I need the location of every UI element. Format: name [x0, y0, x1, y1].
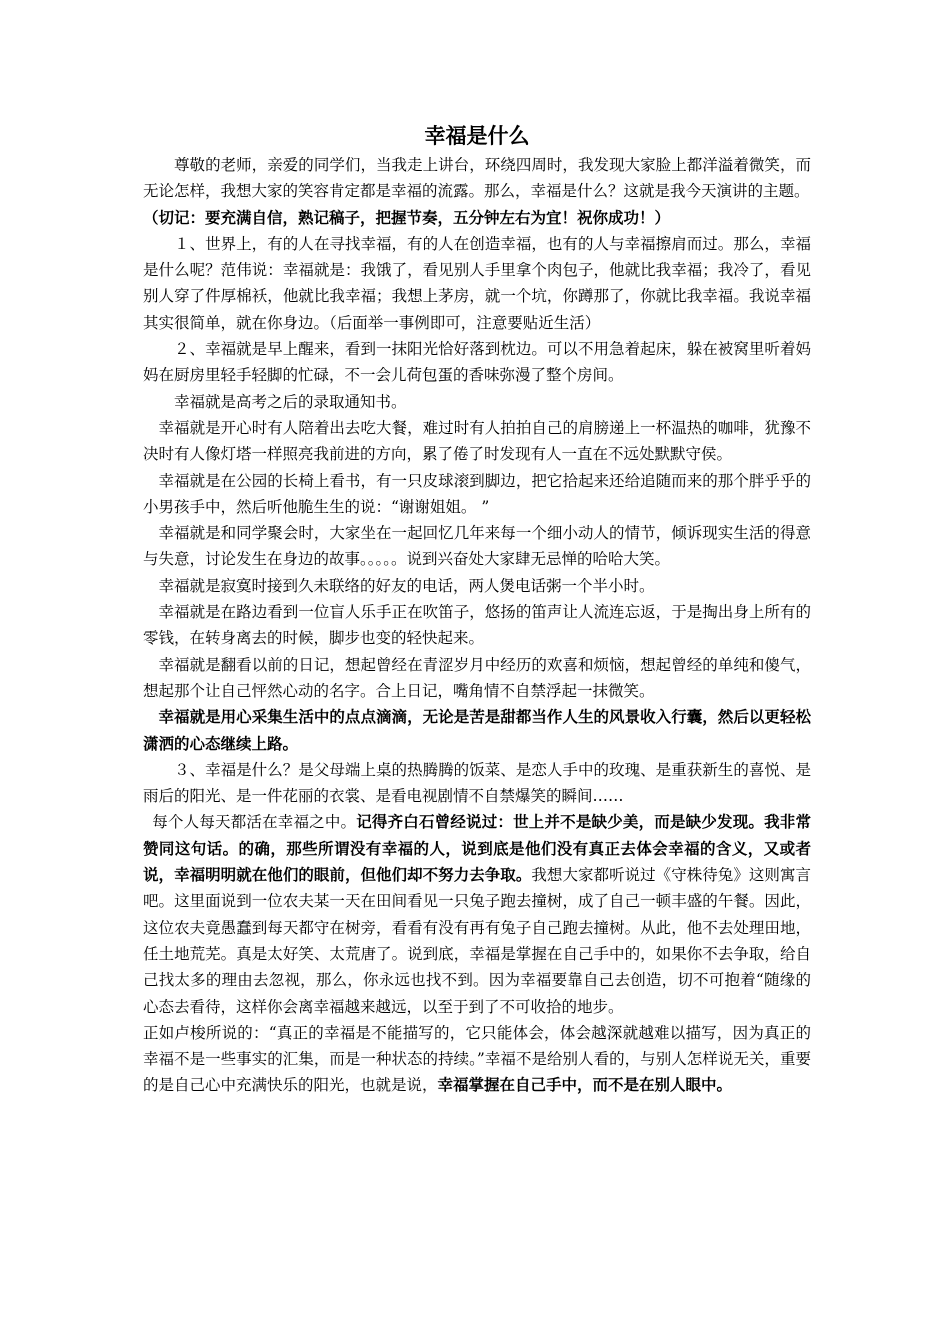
document-title: 幸福是什么 [424, 124, 530, 148]
document-page [143, 120, 811, 1099]
paragraph-9: 幸福就是翻看以前的日记，想起曾经在青涩岁月中经历的欢喜和烦恼，想起曾经的单纯和傻气，想起那个让自己怦然心动的名字。合上日记，嘴角情不自禁浮起一抹微笑。 [143, 655, 811, 700]
paragraph-1: １、世界上，有的人在寻找幸福，有的人在创造幸福，也有的人与幸福擦肩而过。那么，幸福是什么呢？范伟说：幸福就是：我饿了，看见别人手里拿个肉包子，他就比我幸福；我冷了，看见别人穿了件厚棉袄，他就比我幸福；我想上茅房，就一个坑，你蹲那了，你就比我幸福。我说幸福其实很简单，就在你身边。（后面举一事例即可，注意要贴近生活） [143, 234, 811, 332]
paragraph-12-end: 我想大家都听说过《守株待兔》这则寓言吧。这里面说到一位农夫某一天在田间看见一只兔子跑去撞树，成了自己一顿丰盛的午餐。因此，这位农夫竟愚蠢到每天都守在树旁，看看有没有再有兔子自己跑去撞树。从此，他不去处理田地，任土地荒芜。真是太好笑、太荒唐了。说到底，幸福是掌握在自己手中的，如果你不去争取，给自己找太多的理由去忽视，那么，你永远也找不到。因为幸福要靠自己去创造，切不可抱着“随缘的心态去看待，这样你会离幸福越来越远，以至于到了不可收拾的地步。 [143, 866, 811, 1016]
paragraph-2: ２、幸福就是早上醒来，看到一抹阳光恰好落到枕边。可以不用急着起床，躲在被窝里听着妈妈在厨房里轻手轻脚的忙碌，不一会儿荷包蛋的香味弥漫了整个房间。 [143, 340, 811, 385]
paragraph-7: 幸福就是寂寞时接到久未联络的好友的电话，两人煲电话粥一个半小时。 [158, 576, 655, 595]
paragraph-13-bold: 幸福掌握在自己手中，而不是在别人眼中。 [437, 1076, 733, 1095]
paragraph-8: 幸福就是在路边看到一位盲人乐手正在吹笛子，悠扬的笛声让人流连忘返，于是掏出身上所有的零钱，在转身离去的时候，脚步也变的轻快起来。 [143, 603, 811, 648]
tip-note: （切记：要充满自信，熟记稿子，把握节奏，五分钟左右为宜！祝你成功！） [143, 208, 671, 227]
paragraph-10-bold: 幸福就是用心采集生活中的点点滴滴，无论是苦是甜都当作人生的风景收入行囊，然后以更轻松潇洒的心态继续上路。 [143, 708, 811, 753]
paragraph-12-bold: 记得齐白石曾经说过：世上并不是缺少美，而是缺少发现。我非常赞同这句话。的确，那些所谓没有幸福的人，说到底是他们没有真正去体会幸福的含义，又或者说，幸福明明就在他们的眼前，但他们却不努力去争取。 [143, 813, 811, 885]
paragraph-13 [143, 1020, 811, 1099]
paragraph-12-start: 每个人每天都活在幸福之中。 [152, 813, 357, 832]
paragraph-3: 幸福就是高考之后的录取通知书。 [174, 392, 407, 411]
intro-paragraph: 尊敬的老师，亲爱的同学们，当我走上讲台，环绕四周时，我发现大家脸上都洋溢着微笑，而无论怎样，我想大家的笑容肯定都是幸福的流露。那么，幸福是什么？这就是我今天演讲的主题。 [143, 156, 811, 201]
paragraph-11: ３、幸福是什么？是父母端上桌的热腾腾的饭菜、是恋人手中的玫瑰、是重获新生的喜悦、是雨后的阳光、是一件花丽的衣裳、是看电视剧情不自禁爆笑的瞬间…… [143, 760, 811, 806]
paragraph-4: 幸福就是开心时有人陪着出去吃大餐，难过时有人拍拍自己的肩膀递上一杯温热的咖啡，犹豫不决时有人像灯塔一样照亮我前进的方向，累了倦了时发现有人一直在不远处默默守侯。 [143, 418, 811, 464]
paragraph-12 [143, 809, 811, 1019]
paragraph-6: 幸福就是和同学聚会时，大家坐在一起回忆几年来每一个细小动人的情节，倾诉现实生活的得意与失意，讨论发生在身边的故事。。。。。说到兴奋处大家肆无忌惮的哈哈大笑。 [143, 524, 811, 569]
paragraph-13-start: 正如卢梭所说的：“真正的幸福是不能描写的，它只能体会，体会越深就越难以描写，因为真正的幸福不是一些事实的汇集，而是一种状态的持续。”幸福不是给别人看的，与别人怎样说无关，重要的是自己心中充满快乐的阳光，也就是说， [143, 1023, 811, 1095]
paragraph-5: 幸福就是在公园的长椅上看书，有一只皮球滚到脚边，把它拾起来还给追随而来的那个胖乎乎的小男孩手中，然后听他脆生生的说：“谢谢姐姐。 ” [143, 471, 811, 516]
